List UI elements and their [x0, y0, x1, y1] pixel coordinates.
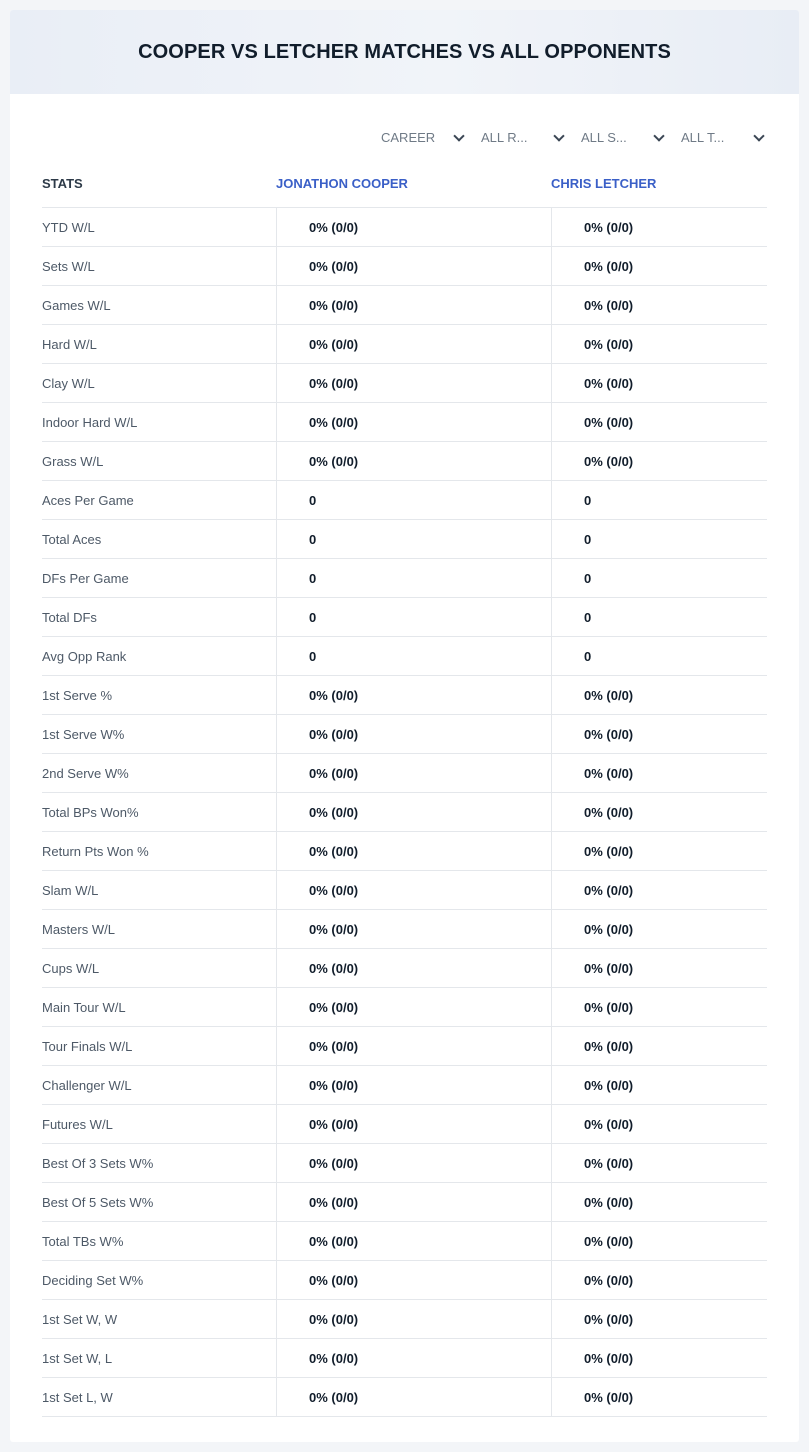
player-1-value: 0% (0/0): [276, 1027, 551, 1065]
table-row: [42, 481, 767, 520]
stat-label: Main Tour W/L: [42, 999, 126, 1015]
table-row: [42, 520, 767, 559]
player-1-value: 0% (0/0): [276, 1066, 551, 1104]
player-1-value: 0% (0/0): [276, 1261, 551, 1299]
column-header-stats: STATS: [42, 176, 83, 191]
stat-label: Games W/L: [42, 297, 111, 313]
player-1-value: 0% (0/0): [276, 715, 551, 753]
table-row: [42, 442, 767, 481]
stat-label: 2nd Serve W%: [42, 765, 129, 781]
table-row: [42, 871, 767, 910]
table-header: [42, 160, 767, 208]
table-row: [42, 1222, 767, 1261]
player-2-value: 0% (0/0): [551, 715, 767, 753]
card-header: [10, 10, 799, 94]
table-row: [42, 1261, 767, 1300]
stat-label: Hard W/L: [42, 336, 97, 352]
player-2-value: 0% (0/0): [551, 988, 767, 1026]
player-2-value: 0% (0/0): [551, 676, 767, 714]
stats-card: [10, 10, 799, 1442]
tournament-select-value: ALL T...: [681, 129, 725, 145]
column-header-player-2[interactable]: CHRIS LETCHER: [551, 176, 657, 191]
stat-label: Total Aces: [42, 531, 102, 547]
table-row: [42, 988, 767, 1027]
player-2-value: 0% (0/0): [551, 754, 767, 792]
player-2-value: 0% (0/0): [551, 1261, 767, 1299]
player-2-value: 0% (0/0): [551, 1066, 767, 1104]
stat-label: Cups W/L: [42, 960, 100, 976]
player-1-value: 0: [276, 559, 551, 597]
table-row: [42, 364, 767, 403]
tournament-select[interactable]: [667, 126, 767, 148]
stat-label: Grass W/L: [42, 453, 104, 469]
player-2-value: 0: [551, 637, 767, 675]
player-1-value: 0% (0/0): [276, 910, 551, 948]
player-2-value: 0% (0/0): [551, 949, 767, 987]
table-row: [42, 208, 767, 247]
table-row: [42, 1105, 767, 1144]
player-2-value: 0: [551, 598, 767, 636]
chevron-down-icon: [753, 131, 765, 143]
stat-label: Deciding Set W%: [42, 1272, 144, 1288]
stat-label: Total DFs: [42, 609, 97, 625]
player-1-value: 0% (0/0): [276, 1105, 551, 1143]
table-body: [42, 208, 767, 1417]
surface-select[interactable]: [567, 126, 667, 148]
table-row: [42, 1300, 767, 1339]
round-select[interactable]: [467, 126, 567, 148]
player-1-value: 0% (0/0): [276, 871, 551, 909]
table-row: [42, 754, 767, 793]
player-2-value: 0: [551, 520, 767, 558]
player-2-value: 0% (0/0): [551, 364, 767, 402]
player-1-value: 0% (0/0): [276, 832, 551, 870]
player-2-value: 0% (0/0): [551, 286, 767, 324]
player-1-value: 0% (0/0): [276, 754, 551, 792]
table-row: [42, 286, 767, 325]
stat-label: 1st Serve %: [42, 687, 113, 703]
player-1-value: 0% (0/0): [276, 988, 551, 1026]
stat-label: Avg Opp Rank: [42, 648, 127, 664]
stat-label: Challenger W/L: [42, 1077, 132, 1093]
table-row: [42, 676, 767, 715]
player-2-value: 0% (0/0): [551, 1183, 767, 1221]
stat-label: Aces Per Game: [42, 492, 134, 508]
table-row: [42, 1339, 767, 1378]
stat-label: YTD W/L: [42, 219, 95, 235]
table-row: [42, 910, 767, 949]
player-2-value: 0% (0/0): [551, 1027, 767, 1065]
table-row: [42, 1183, 767, 1222]
chevron-down-icon: [453, 131, 465, 143]
player-2-value: 0% (0/0): [551, 793, 767, 831]
player-2-value: 0% (0/0): [551, 1222, 767, 1260]
table-row: [42, 1378, 767, 1417]
stat-label: Futures W/L: [42, 1116, 113, 1132]
table-row: [42, 1144, 767, 1183]
stat-label: Sets W/L: [42, 258, 95, 274]
table-row: [42, 1027, 767, 1066]
player-1-value: 0% (0/0): [276, 442, 551, 480]
player-2-value: 0: [551, 559, 767, 597]
round-select-value: ALL R...: [481, 129, 528, 145]
player-1-value: 0% (0/0): [276, 403, 551, 441]
table-row: [42, 637, 767, 676]
chevron-down-icon: [653, 131, 665, 143]
stat-label: 1st Serve W%: [42, 726, 125, 742]
stat-label: Slam W/L: [42, 882, 99, 898]
table-row: [42, 832, 767, 871]
stat-label: Indoor Hard W/L: [42, 414, 138, 430]
stat-label: Clay W/L: [42, 375, 95, 391]
player-2-value: 0: [551, 481, 767, 519]
table-row: [42, 793, 767, 832]
stat-label: Tour Finals W/L: [42, 1038, 133, 1054]
player-2-value: 0% (0/0): [551, 1339, 767, 1377]
table-row: [42, 247, 767, 286]
player-1-value: 0% (0/0): [276, 676, 551, 714]
surface-select-value: ALL S...: [581, 129, 627, 145]
stat-label: Best Of 5 Sets W%: [42, 1194, 154, 1210]
stat-label: Best Of 3 Sets W%: [42, 1155, 154, 1171]
player-1-value: 0% (0/0): [276, 1144, 551, 1182]
period-select[interactable]: [367, 126, 467, 148]
player-2-value: 0% (0/0): [551, 325, 767, 363]
table-row: [42, 1066, 767, 1105]
player-1-value: 0: [276, 598, 551, 636]
table-row: [42, 949, 767, 988]
column-header-player-1[interactable]: JONATHON COOPER: [276, 176, 408, 191]
period-select-value: CAREER: [381, 129, 436, 145]
stat-label: 1st Set L, W: [42, 1389, 113, 1405]
player-1-value: 0% (0/0): [276, 949, 551, 987]
player-1-value: 0% (0/0): [276, 286, 551, 324]
player-1-value: 0% (0/0): [276, 247, 551, 285]
table-row: [42, 325, 767, 364]
table-row: [42, 559, 767, 598]
player-2-value: 0% (0/0): [551, 1378, 767, 1416]
player-2-value: 0% (0/0): [551, 403, 767, 441]
table-row: [42, 598, 767, 637]
player-1-value: 0% (0/0): [276, 1183, 551, 1221]
player-2-value: 0% (0/0): [551, 1105, 767, 1143]
stat-label: Masters W/L: [42, 921, 115, 937]
stat-label: 1st Set W, W: [42, 1311, 118, 1327]
player-1-value: 0: [276, 637, 551, 675]
player-2-value: 0% (0/0): [551, 871, 767, 909]
stats-table: [42, 160, 767, 1417]
player-2-value: 0% (0/0): [551, 910, 767, 948]
player-2-value: 0% (0/0): [551, 208, 767, 246]
player-1-value: 0: [276, 520, 551, 558]
chevron-down-icon: [553, 131, 565, 143]
player-1-value: 0% (0/0): [276, 1378, 551, 1416]
stat-label: DFs Per Game: [42, 570, 129, 586]
player-1-value: 0% (0/0): [276, 793, 551, 831]
player-2-value: 0% (0/0): [551, 832, 767, 870]
stat-label: 1st Set W, L: [42, 1350, 113, 1366]
page-title: COOPER VS LETCHER MATCHES VS ALL OPPONENTS: [138, 40, 671, 63]
table-row: [42, 715, 767, 754]
player-2-value: 0% (0/0): [551, 1144, 767, 1182]
table-row: [42, 403, 767, 442]
stat-label: Total BPs Won%: [42, 804, 139, 820]
player-2-value: 0% (0/0): [551, 1300, 767, 1338]
player-1-value: 0% (0/0): [276, 325, 551, 363]
player-1-value: 0: [276, 481, 551, 519]
player-1-value: 0% (0/0): [276, 208, 551, 246]
player-2-value: 0% (0/0): [551, 442, 767, 480]
player-1-value: 0% (0/0): [276, 1300, 551, 1338]
player-2-value: 0% (0/0): [551, 247, 767, 285]
player-1-value: 0% (0/0): [276, 1339, 551, 1377]
stat-label: Total TBs W%: [42, 1233, 124, 1249]
filter-bar: [367, 126, 767, 148]
stat-label: Return Pts Won %: [42, 843, 149, 859]
player-1-value: 0% (0/0): [276, 1222, 551, 1260]
player-1-value: 0% (0/0): [276, 364, 551, 402]
